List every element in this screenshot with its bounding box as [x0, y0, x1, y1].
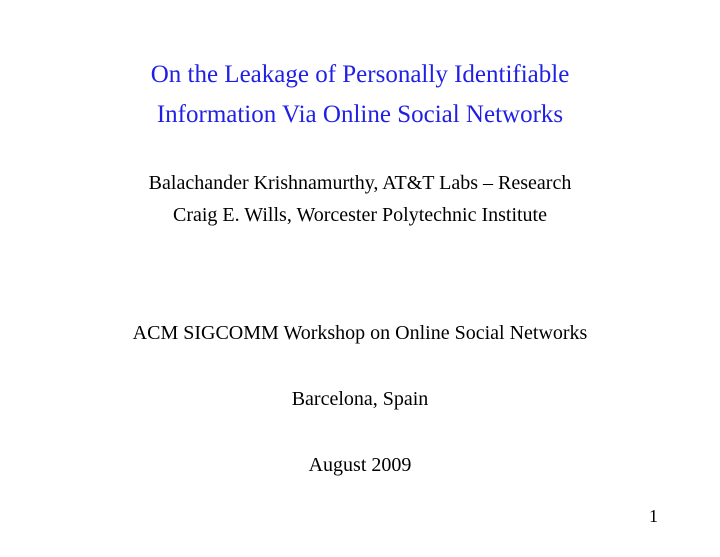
title-line-2: Information Via Online Social Networks [156, 101, 564, 128]
page-number: 1 [649, 506, 658, 526]
venue: ACM SIGCOMM Workshop on Online Social Networks [132, 322, 588, 344]
author-line-1: Balachander Krishnamurthy, AT&T Labs – Research [148, 172, 572, 194]
date: August 2009 [308, 454, 412, 476]
author-line-2: Craig E. Wills, Worcester Polytechnic Institute [173, 204, 547, 226]
location: Barcelona, Spain [291, 388, 429, 410]
title-line-1: On the Leakage of Personally Identifiable [150, 61, 570, 88]
